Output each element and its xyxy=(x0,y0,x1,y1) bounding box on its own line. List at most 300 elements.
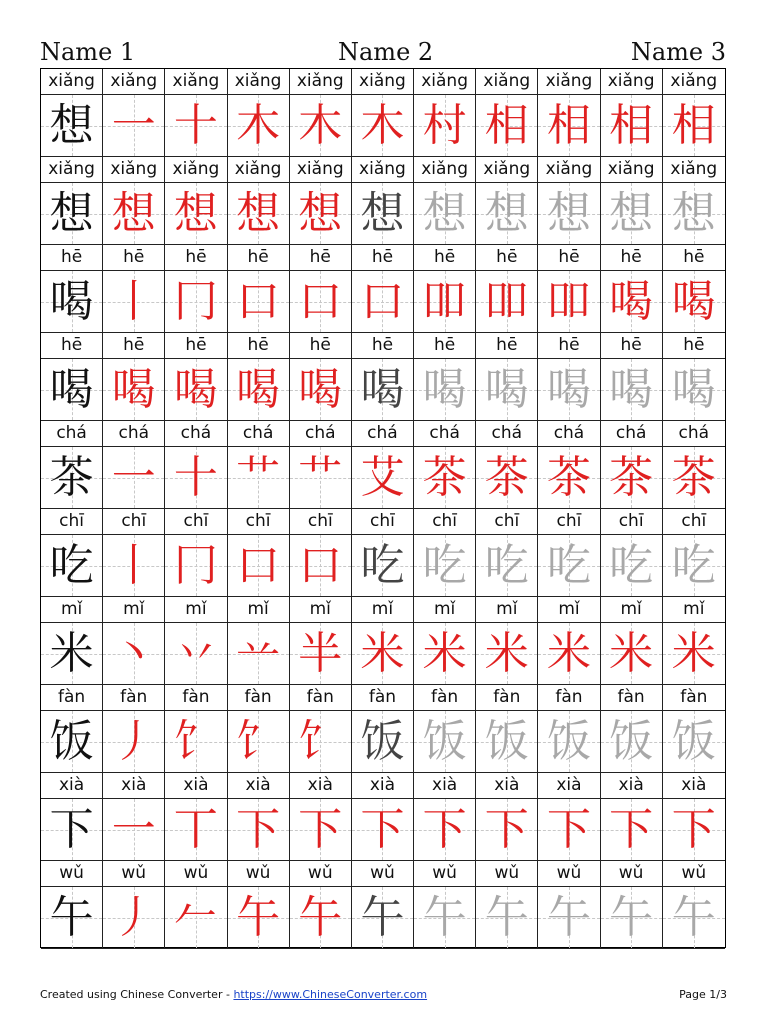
pinyin-cell xyxy=(103,245,165,270)
practice-cell xyxy=(165,535,227,596)
practice-cell xyxy=(414,95,476,156)
pinyin-text: mǐ xyxy=(620,599,642,619)
pinyin-text: hē xyxy=(123,335,145,355)
pinyin-text: xiǎng xyxy=(670,71,718,91)
pinyin-cell xyxy=(601,685,663,710)
pinyin-text: xiǎng xyxy=(359,71,406,91)
pinyin-cell xyxy=(663,773,725,798)
practice-cell xyxy=(414,711,476,772)
pinyin-text: xiǎng xyxy=(234,71,282,91)
pinyin-cell xyxy=(352,685,414,710)
model-character-cell xyxy=(41,359,103,420)
pinyin-text: mǐ xyxy=(683,599,705,619)
stroke-step-glyph: 喝 xyxy=(173,364,218,415)
stroke-step-glyph: 喝 xyxy=(422,364,467,415)
pinyin-text: wǔ xyxy=(307,863,333,883)
stroke-step-character xyxy=(228,447,289,508)
practice-cell xyxy=(290,183,352,244)
pinyin-cell xyxy=(41,69,103,94)
pinyin-text: xiǎng xyxy=(607,71,655,91)
practice-cell xyxy=(228,95,290,156)
stroke-step-character xyxy=(290,535,351,596)
pinyin-cell xyxy=(165,157,227,182)
pinyin-cell xyxy=(663,509,725,534)
practice-cell xyxy=(476,535,538,596)
pinyin-cell xyxy=(414,597,476,622)
trace-character xyxy=(538,887,599,948)
practice-cell xyxy=(352,447,414,508)
practice-cell xyxy=(290,535,352,596)
model-character: 米 xyxy=(49,628,94,679)
stroke-step-glyph: 䒑 xyxy=(236,628,281,679)
stroke-step-glyph: 想 xyxy=(546,188,591,239)
stroke-step-glyph: 茶 xyxy=(484,452,529,503)
stroke-step-glyph: 艹 xyxy=(236,452,281,503)
pinyin-text: chá xyxy=(553,423,585,443)
pinyin-text: chá xyxy=(56,423,87,443)
character-row xyxy=(41,359,725,421)
trace-character xyxy=(414,183,475,244)
stroke-step-glyph: 饭 xyxy=(360,716,405,767)
pinyin-text: fàn xyxy=(306,687,334,707)
trace-character xyxy=(476,887,537,948)
stroke-step-character xyxy=(290,95,351,156)
stroke-step-character xyxy=(352,623,413,684)
model-character: 吃 xyxy=(49,540,94,591)
stroke-step-character xyxy=(103,359,164,420)
practice-cell xyxy=(538,183,600,244)
practice-cell xyxy=(538,799,600,860)
pinyin-text: xià xyxy=(432,775,458,795)
practice-cell xyxy=(352,887,414,948)
practice-cell xyxy=(103,623,165,684)
trace-character xyxy=(538,535,599,596)
pinyin-text: xià xyxy=(121,775,147,795)
stroke-step-glyph: 饣 xyxy=(236,716,281,767)
stroke-step-glyph: 吅 xyxy=(546,276,591,327)
trace-character xyxy=(538,183,599,244)
pinyin-cell xyxy=(476,861,538,886)
pinyin-row xyxy=(41,245,725,271)
practice-cell xyxy=(228,623,290,684)
practice-cell xyxy=(165,887,227,948)
stroke-step-glyph: 喝 xyxy=(609,276,654,327)
pinyin-text: xiǎng xyxy=(483,159,531,179)
pinyin-text: chī xyxy=(494,511,520,531)
pinyin-text: chá xyxy=(615,423,647,443)
pinyin-cell xyxy=(476,157,538,182)
pinyin-text: fàn xyxy=(244,687,272,707)
stroke-step-character xyxy=(538,271,599,332)
stroke-step-glyph: 冂 xyxy=(173,540,218,591)
stroke-step-glyph: 艾 xyxy=(360,452,405,503)
trace-character xyxy=(601,359,662,420)
pinyin-cell xyxy=(165,597,227,622)
stroke-step-glyph: 米 xyxy=(609,628,654,679)
pinyin-text: hē xyxy=(496,335,518,355)
pinyin-row xyxy=(41,597,725,623)
stroke-step-character xyxy=(290,623,351,684)
pinyin-cell xyxy=(165,69,227,94)
stroke-step-character xyxy=(663,799,725,860)
pinyin-text: hē xyxy=(123,247,145,267)
pinyin-text: xiǎng xyxy=(172,159,220,179)
pinyin-text: xiǎng xyxy=(607,159,655,179)
stroke-step-character xyxy=(103,887,164,948)
pinyin-cell xyxy=(538,509,600,534)
pinyin-cell xyxy=(663,421,725,446)
practice-cell xyxy=(538,271,600,332)
pinyin-text: xiǎng xyxy=(48,159,95,179)
pinyin-text: xià xyxy=(556,775,582,795)
stroke-step-glyph: 下 xyxy=(298,804,343,855)
trace-character xyxy=(538,359,599,420)
pinyin-cell xyxy=(103,685,165,710)
stroke-step-character xyxy=(352,799,413,860)
pinyin-text: hē xyxy=(620,335,642,355)
model-character-cell xyxy=(41,535,103,596)
trace-character xyxy=(663,183,725,244)
pinyin-text: chī xyxy=(432,511,458,531)
practice-cell xyxy=(414,623,476,684)
stroke-step-character xyxy=(352,95,413,156)
practice-cell xyxy=(228,447,290,508)
pinyin-text: xiǎng xyxy=(545,159,593,179)
practice-cell xyxy=(414,359,476,420)
practice-cell xyxy=(228,183,290,244)
practice-cell xyxy=(228,271,290,332)
stroke-step-glyph: 饣 xyxy=(173,716,218,767)
name-2-label: Name 2 xyxy=(338,38,434,66)
stroke-step-glyph: 吃 xyxy=(360,540,405,591)
pinyin-text: xiǎng xyxy=(172,71,220,91)
stroke-step-glyph: 下 xyxy=(609,804,654,855)
stroke-step-character xyxy=(414,799,475,860)
stroke-step-character xyxy=(601,447,662,508)
practice-cell xyxy=(601,623,663,684)
stroke-step-glyph: 口 xyxy=(360,276,405,327)
pinyin-cell xyxy=(165,421,227,446)
model-character-cell xyxy=(41,799,103,860)
pinyin-text: chá xyxy=(242,423,274,443)
page-number: Page 1/3 xyxy=(679,988,727,1001)
pinyin-text: hē xyxy=(434,247,456,267)
model-character-cell xyxy=(41,623,103,684)
practice-cell xyxy=(290,887,352,948)
stroke-step-character xyxy=(165,183,226,244)
trace-character xyxy=(663,535,725,596)
practice-cell xyxy=(601,799,663,860)
pinyin-text: xiǎng xyxy=(359,159,406,179)
stroke-step-character xyxy=(601,95,662,156)
practice-cell xyxy=(601,271,663,332)
pinyin-cell xyxy=(352,333,414,358)
stroke-step-glyph: 十 xyxy=(173,100,218,151)
pinyin-text: xiǎng xyxy=(234,159,282,179)
pinyin-cell xyxy=(414,245,476,270)
trace-character xyxy=(601,535,662,596)
stroke-step-glyph: 喝 xyxy=(484,364,529,415)
pinyin-row xyxy=(41,509,725,535)
stroke-step-glyph: 冂 xyxy=(173,276,218,327)
pinyin-cell xyxy=(663,157,725,182)
pinyin-text: xià xyxy=(245,775,271,795)
stroke-step-glyph: 吅 xyxy=(484,276,529,327)
pinyin-cell xyxy=(476,597,538,622)
stroke-step-character xyxy=(228,535,289,596)
stroke-step-glyph: 米 xyxy=(360,628,405,679)
stroke-step-glyph: 口 xyxy=(236,540,281,591)
pinyin-text: hē xyxy=(371,247,394,267)
practice-cell xyxy=(601,95,663,156)
practice-cell xyxy=(663,359,725,420)
stroke-step-glyph: 丷 xyxy=(173,628,218,679)
pinyin-text: chá xyxy=(491,423,523,443)
practice-cell xyxy=(228,359,290,420)
stroke-step-character xyxy=(538,623,599,684)
pinyin-text: wǔ xyxy=(618,863,644,883)
pinyin-cell xyxy=(165,685,227,710)
character-row xyxy=(41,623,725,685)
model-character: 想 xyxy=(49,188,94,239)
pinyin-text: xiǎng xyxy=(296,71,344,91)
pinyin-text: xià xyxy=(58,775,85,795)
pinyin-cell xyxy=(538,421,600,446)
pinyin-cell xyxy=(538,861,600,886)
footer-link[interactable]: https://www.ChineseConverter.com xyxy=(233,988,428,1001)
pinyin-text: hē xyxy=(558,247,580,267)
pinyin-text: xiǎng xyxy=(48,71,95,91)
practice-cell xyxy=(601,447,663,508)
trace-character xyxy=(476,535,537,596)
pinyin-text: wǔ xyxy=(681,863,707,883)
pinyin-cell xyxy=(538,685,600,710)
stroke-step-glyph: 饭 xyxy=(671,716,716,767)
practice-cell xyxy=(601,711,663,772)
pinyin-text: xià xyxy=(369,775,396,795)
pinyin-text: mǐ xyxy=(309,599,331,619)
stroke-step-glyph: 想 xyxy=(609,188,654,239)
stroke-step-glyph: 午 xyxy=(422,892,467,943)
stroke-step-glyph: 米 xyxy=(671,628,716,679)
model-character: 午 xyxy=(49,892,94,943)
pinyin-text: hē xyxy=(185,247,207,267)
pinyin-text: chá xyxy=(367,423,398,443)
trace-character xyxy=(538,711,599,772)
stroke-step-glyph: 下 xyxy=(671,804,716,855)
practice-cell xyxy=(538,711,600,772)
pinyin-text: hē xyxy=(558,335,580,355)
pinyin-text: xià xyxy=(307,775,333,795)
pinyin-text: xià xyxy=(681,775,707,795)
practice-cell xyxy=(352,183,414,244)
stroke-step-character xyxy=(103,271,164,332)
trace-character xyxy=(663,359,725,420)
stroke-step-glyph: 吃 xyxy=(422,540,467,591)
pinyin-cell xyxy=(228,685,290,710)
stroke-step-glyph: 想 xyxy=(173,188,218,239)
stroke-step-glyph: 木 xyxy=(298,100,343,151)
model-character: 想 xyxy=(49,100,94,151)
stroke-step-character xyxy=(414,271,475,332)
pinyin-cell xyxy=(414,421,476,446)
practice-cell xyxy=(476,359,538,420)
stroke-step-glyph: 丿 xyxy=(111,716,156,767)
pinyin-text: xià xyxy=(494,775,520,795)
practice-cell xyxy=(290,359,352,420)
stroke-step-glyph: 相 xyxy=(671,100,716,151)
pinyin-text: wǔ xyxy=(432,863,457,883)
stroke-step-glyph: 吃 xyxy=(671,540,716,591)
stroke-step-glyph: 口 xyxy=(236,276,281,327)
practice-cell xyxy=(103,359,165,420)
stroke-step-glyph: 口 xyxy=(298,540,343,591)
pinyin-text: hē xyxy=(434,335,456,355)
pinyin-cell xyxy=(103,333,165,358)
model-character-cell xyxy=(41,887,103,948)
model-character: 茶 xyxy=(49,452,94,503)
practice-cell xyxy=(663,711,725,772)
pinyin-cell xyxy=(538,245,600,270)
practice-cell xyxy=(165,271,227,332)
trace-character xyxy=(414,535,475,596)
stroke-step-glyph: 艹 xyxy=(298,452,343,503)
stroke-step-character xyxy=(538,95,599,156)
practice-cell xyxy=(103,271,165,332)
stroke-step-glyph: 喝 xyxy=(111,364,156,415)
trace-character xyxy=(414,711,475,772)
pinyin-cell xyxy=(538,773,600,798)
stroke-step-character xyxy=(290,271,351,332)
trace-character xyxy=(601,711,662,772)
pinyin-cell xyxy=(352,421,414,446)
character-row xyxy=(41,95,725,157)
pinyin-text: xiǎng xyxy=(110,71,158,91)
pinyin-text: hē xyxy=(683,247,705,267)
stroke-step-character xyxy=(165,799,226,860)
stroke-step-glyph: 茶 xyxy=(671,452,716,503)
pinyin-text: hē xyxy=(309,247,331,267)
footer-credit xyxy=(40,988,427,1001)
practice-cell xyxy=(663,887,725,948)
pinyin-text: hē xyxy=(60,335,83,355)
pinyin-text: xiǎng xyxy=(110,159,158,179)
pinyin-text: chī xyxy=(183,511,209,531)
stroke-step-character xyxy=(228,799,289,860)
practice-cell xyxy=(663,183,725,244)
stroke-step-glyph: 想 xyxy=(360,188,405,239)
pinyin-text: hē xyxy=(371,335,394,355)
pinyin-text: mǐ xyxy=(433,599,456,619)
practice-cell xyxy=(538,359,600,420)
pinyin-text: xiǎng xyxy=(296,159,344,179)
pinyin-cell xyxy=(476,773,538,798)
stroke-step-glyph: 木 xyxy=(236,100,281,151)
practice-cell xyxy=(228,887,290,948)
model-character: 喝 xyxy=(49,364,94,415)
practice-cell xyxy=(290,623,352,684)
character-row xyxy=(41,887,725,949)
pinyin-row xyxy=(41,685,725,711)
pinyin-cell xyxy=(601,861,663,886)
stroke-step-glyph: 午 xyxy=(546,892,591,943)
stroke-step-character xyxy=(165,711,226,772)
pinyin-cell xyxy=(601,421,663,446)
practice-cell xyxy=(165,623,227,684)
stroke-step-glyph: 喝 xyxy=(298,364,343,415)
stroke-step-character xyxy=(165,887,226,948)
pinyin-cell xyxy=(290,773,352,798)
pinyin-cell xyxy=(41,245,103,270)
model-character-cell xyxy=(41,183,103,244)
pinyin-text: fàn xyxy=(120,687,148,707)
pinyin-text: hē xyxy=(620,247,642,267)
pinyin-cell xyxy=(228,157,290,182)
pinyin-cell xyxy=(165,245,227,270)
pinyin-text: wǔ xyxy=(370,863,395,883)
pinyin-row xyxy=(41,333,725,359)
pinyin-cell xyxy=(228,421,290,446)
pinyin-text: wǔ xyxy=(494,863,520,883)
pinyin-row xyxy=(41,157,725,183)
pinyin-cell xyxy=(290,597,352,622)
pinyin-text: chī xyxy=(556,511,582,531)
stroke-step-glyph: 口 xyxy=(298,276,343,327)
stroke-step-glyph: 想 xyxy=(422,188,467,239)
pinyin-text: wǔ xyxy=(59,863,84,883)
stroke-step-glyph: 丨 xyxy=(111,276,156,327)
stroke-step-character xyxy=(165,271,226,332)
stroke-step-character xyxy=(103,535,164,596)
stroke-step-character xyxy=(601,623,662,684)
pinyin-cell xyxy=(103,509,165,534)
practice-cell xyxy=(103,799,165,860)
stroke-step-character xyxy=(476,447,537,508)
stroke-step-glyph: 丅 xyxy=(173,804,218,855)
pinyin-text: xiǎng xyxy=(670,159,718,179)
practice-cell xyxy=(601,887,663,948)
pinyin-cell xyxy=(165,333,227,358)
pinyin-cell xyxy=(601,509,663,534)
stroke-step-glyph: 吃 xyxy=(484,540,529,591)
pinyin-cell xyxy=(103,597,165,622)
stroke-step-character xyxy=(228,887,289,948)
stroke-step-character xyxy=(663,623,725,684)
pinyin-text: xiǎng xyxy=(421,159,468,179)
practice-cell xyxy=(663,535,725,596)
pinyin-text: wǔ xyxy=(556,863,582,883)
pinyin-text: mǐ xyxy=(123,599,145,619)
stroke-step-glyph: 丨 xyxy=(111,540,156,591)
stroke-step-character xyxy=(290,447,351,508)
practice-cell xyxy=(352,799,414,860)
practice-cell xyxy=(414,183,476,244)
stroke-step-glyph: 茶 xyxy=(546,452,591,503)
pinyin-cell xyxy=(663,685,725,710)
stroke-step-character xyxy=(103,711,164,772)
practice-cell xyxy=(290,447,352,508)
practice-cell xyxy=(103,711,165,772)
practice-cell xyxy=(414,271,476,332)
pinyin-cell xyxy=(476,685,538,710)
pinyin-text: wǔ xyxy=(183,863,209,883)
practice-cell xyxy=(663,799,725,860)
practice-cell xyxy=(476,95,538,156)
pinyin-cell xyxy=(352,509,414,534)
pinyin-text: xiǎng xyxy=(483,71,531,91)
stroke-step-glyph: 饣 xyxy=(298,716,343,767)
stroke-step-glyph: 一 xyxy=(111,452,156,503)
